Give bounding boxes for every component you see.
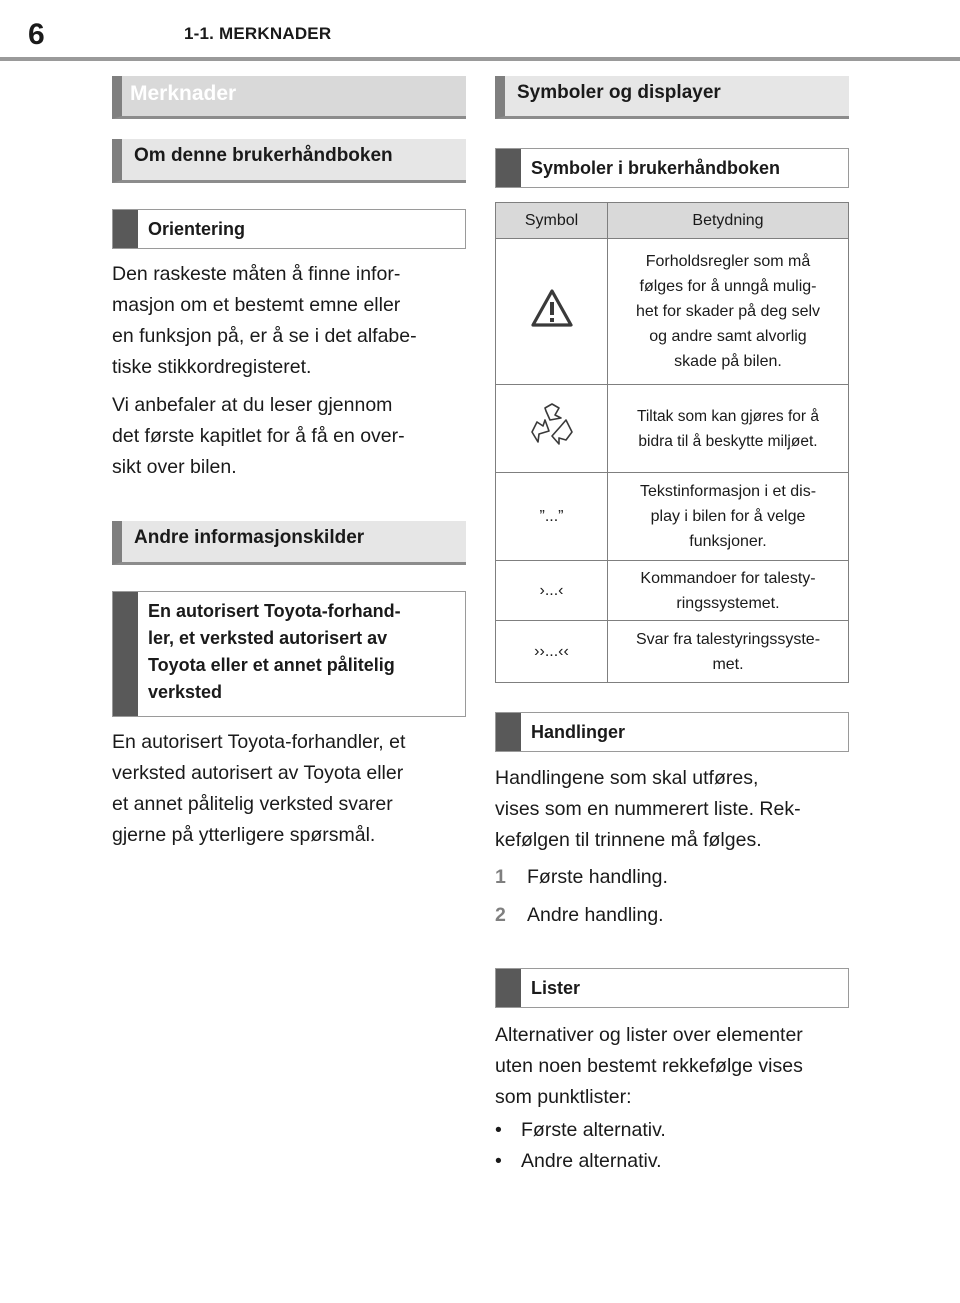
heading-merknader: Merknader <box>112 76 466 119</box>
list-item: 1 Første handling. <box>495 866 668 888</box>
bullet-list <box>495 1115 849 1177</box>
section-title: 1-1. MERKNADER <box>184 24 332 43</box>
table-row: Tiltak som kan gjøres for å bidra til å beskytte miljøet. <box>496 385 849 473</box>
heading-andre-informasjonskilder: Andre informasjonskilder <box>112 521 466 565</box>
warning-triangle-icon <box>496 239 608 385</box>
right-column <box>495 76 849 1177</box>
symbol-quotes: ”...” <box>496 473 608 561</box>
list-item: • Andre alternativ. <box>495 1150 662 1172</box>
numbered-list <box>495 862 849 931</box>
table-row: Forholdsregler som må følges for å unngå mulig- het for skader på deg selv og andre samt alvorlig skade på bilen. <box>496 239 849 385</box>
page-number: 6 <box>28 18 45 51</box>
paragraph-forhandler: En autorisert Toyota-forhandler, et verksted autorisert av Toyota eller et annet pålitelig verksted svarer gjerne på ytterligere spørsmål. <box>112 731 406 846</box>
paragraph-handlinger: Handlingene som skal utføres, vises som en nummerert liste. Rek- kefølgen til trinnene må følges. <box>495 767 801 851</box>
header-rule <box>0 57 960 61</box>
recycle-icon <box>496 385 608 473</box>
table-row: ››...‹‹ Svar fra talestyringssyste- met. <box>496 621 849 683</box>
table-row: ›...‹ Kommandoer for talesty- ringssystemet. <box>496 561 849 621</box>
list-item: • Første alternativ. <box>495 1119 666 1141</box>
left-column <box>112 76 466 851</box>
paragraph-orientering: Den raskeste måten å finne infor- masjon om et bestemt emne eller en funksjon på, er å se i det alfabe- tiske stikkordregisteret. <box>112 263 417 378</box>
page-header <box>0 0 960 62</box>
symbol-double-guillemets: ››...‹‹ <box>496 621 608 683</box>
paragraph-lister: Alternativer og lister over elementer uten noen bestemt rekkefølge vises som punktlister: <box>495 1024 803 1108</box>
symbol-table <box>495 202 849 683</box>
heading-symboler-og-displayer: Symboler og displayer <box>495 76 849 119</box>
box-orientering: Orientering <box>112 209 466 249</box>
table-header-row <box>496 203 849 239</box>
table-row: ”...” Tekstinformasjon i et dis- play i bilen for å velge funksjoner. <box>496 473 849 561</box>
list-item: 2 Andre handling. <box>495 904 664 926</box>
symbol-single-guillemets: ›...‹ <box>496 561 608 621</box>
box-handlinger: Handlinger <box>495 712 849 752</box>
column-header-symbol: Symbol <box>496 203 608 239</box>
box-lister: Lister <box>495 968 849 1008</box>
heading-om-brukerhandboken: Om denne brukerhåndboken <box>112 139 466 183</box>
box-autorisert-forhandler: En autorisert Toyota-forhand- ler, et verksted autorisert av Toyota eller et annet pålitelig verksted <box>112 591 466 717</box>
box-symboler-i-brukerhandboken: Symboler i brukerhåndboken <box>495 148 849 188</box>
paragraph-anbefaling: Vi anbefaler at du leser gjennom det første kapitlet for å få en over- sikt over bilen. <box>112 394 405 478</box>
column-header-betydning: Betydning <box>608 203 849 239</box>
